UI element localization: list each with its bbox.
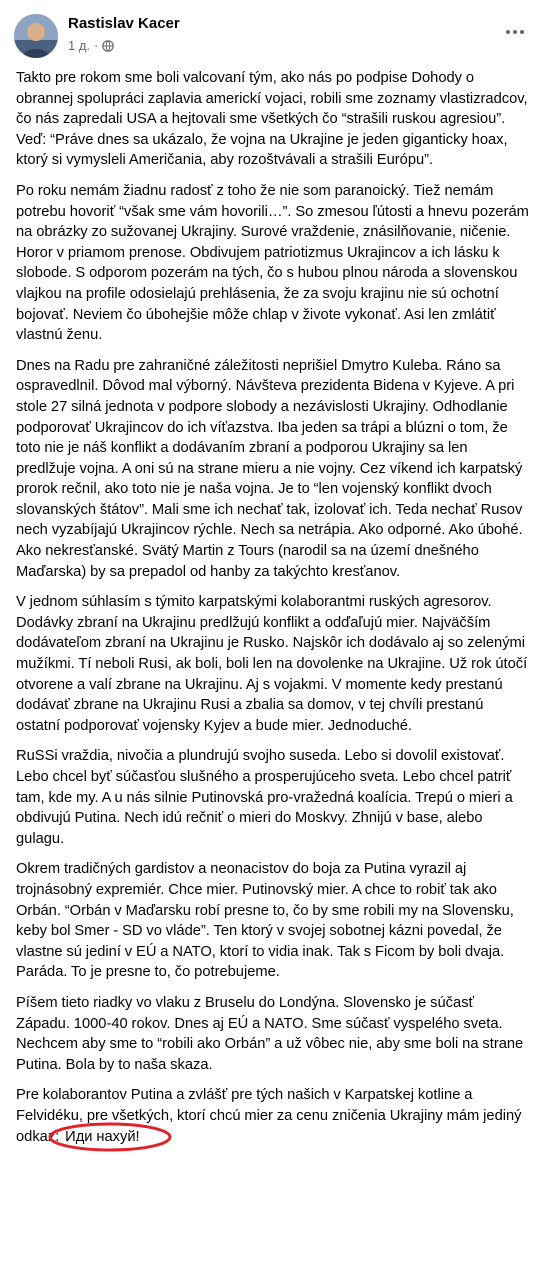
post-paragraph: Okrem tradičných gardistov a neonacistov do boja za Putina vyrazil aj trojnásobný expremiér. Chce mier. Putinovský mier. A chce to robiť tak ako Orbán. “Orbán v Maďarsku robí presne to, čo by sme robili my na Slovensku, keby bol Smer - SD vo vláde”. Ten ktorý v svojej sobotnej kázni povedal, že vlastne sú jediní v EÚ a NATO, ktorí to vidia inak. Tak s Ficom by boli dvaja. Paráda. To je presne to, čo potrebujeme. xyxy=(16,861,514,981)
post-paragraph: Píšem tieto riadky vo vlaku z Bruselu do Londýna. Slovensko je súčasť Západu. 1000-40 rokov. Dnes aj EÚ a NATO. Sme súčasť vyspelého sveta. Nechcem aby sme to “robili ako Orbán” a už vôbec nie, aby sme boli na strane Putina. Bola by to naša skaza. xyxy=(16,994,524,1073)
avatar[interactable] xyxy=(14,14,58,58)
highlighted-phrase xyxy=(63,1127,141,1148)
post-paragraph-last xyxy=(16,1085,530,1147)
post-timestamp[interactable]: 1 д. xyxy=(68,38,91,53)
post-paragraph: V jednom súhlasím s týmito karpatskými kolaborantmi ruských agresorov. Dodávky zbraní na Ukrajinu predlžujú konflikt a odďaľujú mier. Najväčším dodávateľom zbraní na Ukrajinu je Rusko. Najskôr ich dodávalo aj so zelenými mužíkmi. Tí neboli Rusi, ak boli, boli len na dovolenke na Ukrajine. Už rok útočí otvorene a valí zbrane na Ukrajinu. Aj s vojakmi. V momente kedy prestanú dodávať zbrane na Ukrajinu Rusi a zbalia sa domov, v tej chvíli prestanú ostatní podporovať vojensky Kyjev a bude mier. Jednoduché. xyxy=(16,594,528,734)
meta-separator: · xyxy=(94,38,99,53)
post-body xyxy=(16,68,530,1147)
post-paragraph: Takto pre rokom sme boli valcovaní tým, ako nás po podpise Dohody o obrannej spolupráci zaplavia americkí vojaci, robili sme zoznamy vlastizradcov, čo nás zapredali USA a hejtovali sme všetkých čo “strašili ruskou agresiou”. Veď: “Práve dnes sa ukázalo, že vojna na Ukrajine je jeden giganticky hoax, ktorý si vymysleli Američania, aby rozoštvávali a strašili Európu”. xyxy=(16,70,528,169)
last-paragraph-text: Pre kolaborantov Putina a zvlášť pre tých našich v Karpatskej kotline a Felvidéku, pre všetkých, ktorí chcú mier za cenu zničenia Ukrajiny mám jediný odkaz: xyxy=(16,1087,522,1145)
post-paragraph: RuSSi vraždia, nivočia a plundrujú svojho suseda. Lebo si dovolil existovať. Lebo chcel byť súčasťou slušného a prosperujúceho sveta. Lebo chcel patriť tam, kde my. A u nás silnie Putinovská pro-vražedná koalícia. Trepú o mieri a obdivujú Putina. Nech idú rečniť o mieri do Moskvy. Zhnijú v base, alebo gulagu. xyxy=(16,748,513,847)
author-name[interactable]: Rastislav Kacer xyxy=(68,15,180,32)
highlighted-phrase-text: Иди нахуй! xyxy=(65,1128,140,1145)
post-paragraph: Po roku nemám žiadnu radosť z toho že nie som paranoický. Tiež nemám potrebu hovoriť “však sme vám hovorili…”. So zmesou ľútosti a hnevu pozerám na obrázky zo sužovanej Ukrajiny. Surové vraždenie, znásilňovanie, ničenie. Horor v priamom prenose. Obdivujem patriotizmus Ukrajincov a ich lásku k slobode. S odporom pozerám na tých, čo s hubou plnou národa a slovenskou vlajkou na profile odosielajú prehlásenia, že za svoju krajinu nie sú ochotní bojovať. Neviem čo úbohejšie môže chlap v živote vykonať. Asi len zmlátiť vlastnú ženu. xyxy=(16,182,529,344)
more-options-icon[interactable] xyxy=(501,22,529,42)
post-meta xyxy=(68,38,114,53)
post-paragraph: Dnes na Radu pre zahraničné záležitosti neprišiel Dmytro Kuleba. Ráno sa ospravedlnil. Dôvod mal výborný. Návšteva prezidenta Bidena v Kyjeve. A pri stole 27 silná jednota v podpore slobody a nezávislosti Ukrajiny. Odhodlanie podporovať Ukrajincov do ich víťazstva. Iba jeden sa trápi a blúzni o tom, že toto nie je náš konflikt a dodávaním zbraní a podporou Ukrajiny sa len predlžuje vojna. A oni sú na strane mieru a nie vojny. Cez víkend ich karpatský prorok rečnil, ako toto nie je naša vojna. Je to “len vojenský konflikt dvoch slovanských štátov”. Mali sme ich nechať tak, izolovať ich. Teda nechať Rusov nech vyzabíjajú Ukrajincov rýchle. Nech sa netrápia. Ako odporné. Ako úbohé. Ako nekresťanské. Svätý Martin z Tours (narodil sa na území dnešného Maďarska) by sa prepadol od hanby za takýchto kresťanov. xyxy=(16,357,523,580)
post-header xyxy=(0,0,541,68)
globe-icon xyxy=(102,40,114,52)
